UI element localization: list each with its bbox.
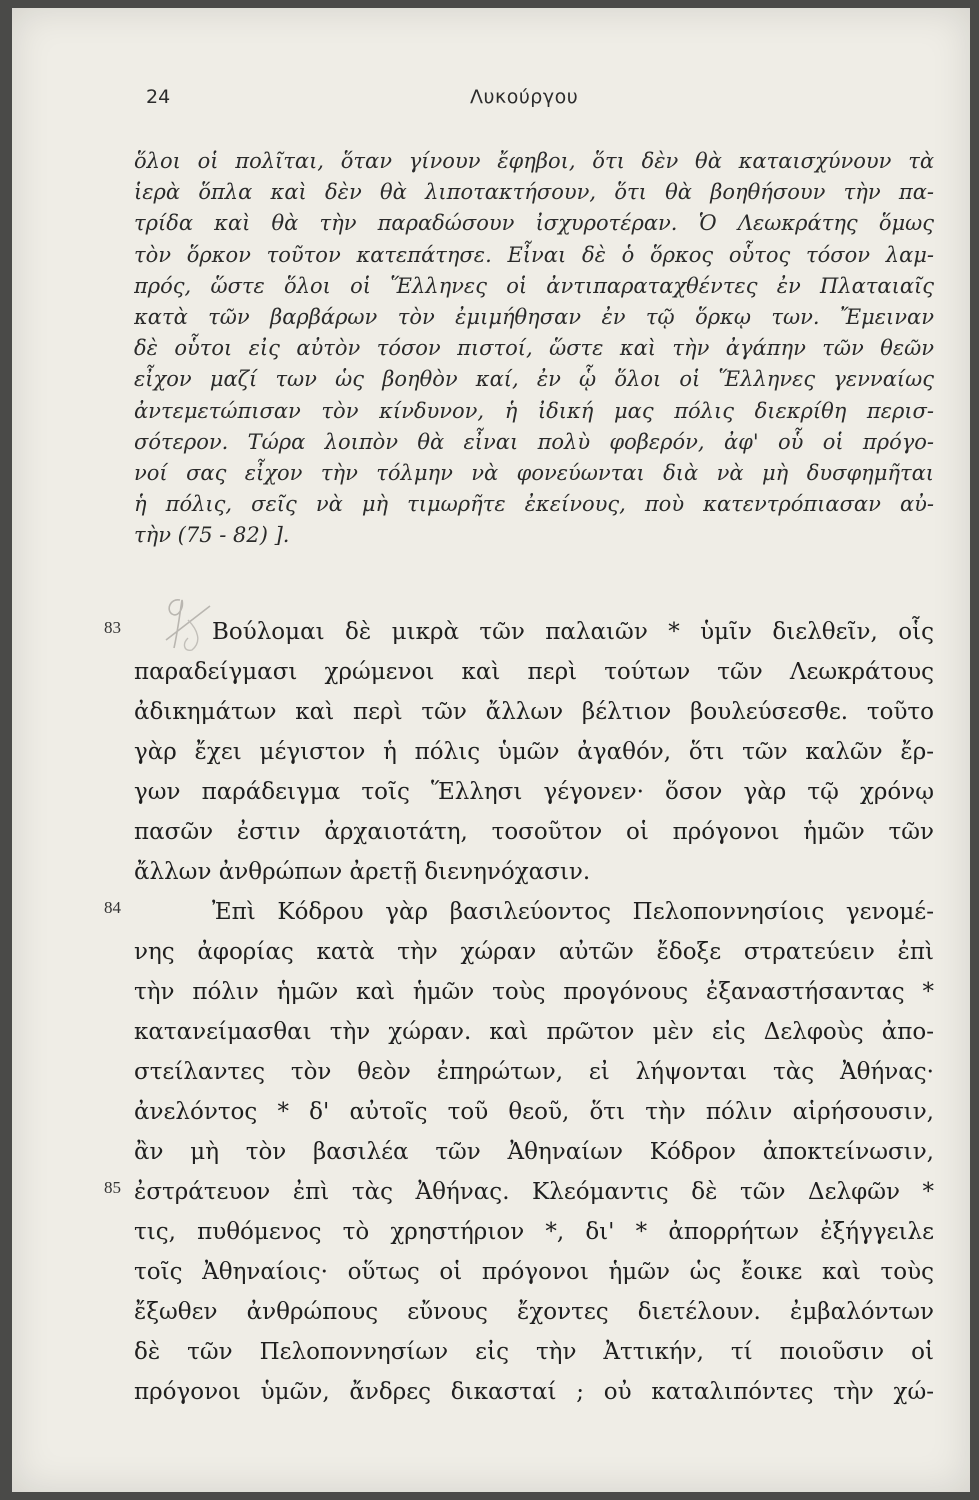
translation-line: τρίδα καὶ θὰ τὴν παραδώσουν ἰσχυροτέραν. Ὁ Λεωκράτης ὅμως (134, 211, 934, 236)
greek-line: ἔξωθεν ἀνθρώπους εὔνους ἔχοντες διετέλουν. ἐμβαλόντων (134, 1299, 934, 1325)
greek-line: γων παράδειγμα τοῖς Ἕλλησι γέγονεν· ὅσον γὰρ τῷ χρόνῳ (134, 779, 934, 805)
greek-line: τις, πυθόμενος τὸ χρηστήριον *, δι' * ἀπορρήτων ἐξήγγειλε (134, 1219, 934, 1245)
greek-line: δὲ τῶν Πελοποννησίων εἰς τὴν Ἀττικήν, τί ποιοῦσιν οἱ (134, 1339, 934, 1365)
greek-line: νης ἀφορίας κατὰ τὴν χώραν αὐτῶν ἔδοξε στρατεύειν ἐπὶ (134, 939, 934, 965)
translation-line: εἶχον μαζί των ὡς βοηθὸν καί, ἐν ᾧ ὅλοι οἱ Ἕλληνες γενναίως (134, 367, 934, 392)
section-number: 84 (104, 898, 121, 917)
translation-block (134, 146, 934, 551)
translation-line: τὴν (75 - 82) ]. (134, 523, 290, 548)
greek-line: ἀδικημάτων καὶ περὶ τῶν ἄλλων βέλτιον βουλεύσεσθε. τοῦτο (134, 699, 934, 725)
running-title: Λυκούργου (470, 86, 579, 108)
section-number: 83 (104, 618, 121, 637)
greek-line: τὴν πόλιν ἡμῶν καὶ ἡμῶν τοὺς προγόνους ἐξαναστήσαντας * (134, 979, 934, 1005)
translation-line: σότερον. Τώρα λοιπὸν θὰ εἶναι πολὺ φοβερόν, ἀφ' οὗ οἱ πρόγο- (134, 429, 934, 454)
greek-line: ἀνελόντος * δ' αὐτοῖς τοῦ θεοῦ, ὅτι τὴν πόλιν αἱρήσουσιν, (134, 1099, 934, 1125)
greek-line: στείλαντες τὸν θεὸν ἐπηρώτων, εἰ λήψονται τὰς Ἀθήνας· (134, 1059, 934, 1085)
greek-text-block (134, 612, 934, 1412)
translation-line: ἱερὰ ὅπλα καὶ δὲν θὰ λιποτακτήσουν, ὅτι θὰ βοηθήσουν τὴν πα- (134, 180, 934, 205)
greek-line: Ἐπὶ Κόδρου γὰρ βασιλεύοντος Πελοποννησίοις γενομέ- (212, 899, 934, 925)
translation-line: ἡ πόλις, σεῖς νὰ μὴ τιμωρῆτε ἐκείνους, ποὺ κατεντρόπιασαν αὐ- (134, 492, 934, 517)
greek-line: ἂν μὴ τὸν βασιλέα τῶν Ἀθηναίων Κόδρον ἀποκτείνωσιν, (134, 1139, 934, 1165)
section-number: 85 (104, 1178, 121, 1197)
greek-line: πασῶν ἐστιν ἀρχαιοτάτη, τοσοῦτον οἱ πρόγονοι ἡμῶν τῶν (134, 819, 934, 845)
greek-line: παραδείγμασι χρώμενοι καὶ περὶ τούτων τῶν Λεωκράτους (134, 659, 934, 685)
translation-line: νοί σας εἶχον τὴν τόλμην νὰ φονεύωνται διὰ νὰ μὴ δυσφημῆται (134, 460, 934, 485)
greek-line: γὰρ ἔχει μέγιστον ἡ πόλις ὑμῶν ἀγαθόν, ὅτι τῶν καλῶν ἔρ- (134, 739, 934, 765)
greek-line: πρόγονοι ὑμῶν, ἄνδρες δικασταί ; οὐ καταλιπόντες τὴν χώ- (134, 1379, 934, 1405)
translation-line: τὸν ὅρκον τοῦτον κατεπάτησε. Εἶναι δὲ ὁ ὅρκος οὗτος τόσον λαμ- (134, 242, 934, 267)
translation-line: δὲ οὗτοι εἰς αὐτὸν τόσον πιστοί, ὥστε καὶ τὴν ἀγάπην τῶν θεῶν (134, 336, 934, 361)
translation-line: πρός, ὥστε ὅλοι οἱ Ἕλληνες οἱ ἀντιπαραταχθέντες ἐν Πλαταιαῖς (134, 273, 934, 298)
translation-line: κατὰ τῶν βαρβάρων τὸν ἐμιμήθησαν ἐν τῷ ὅρκῳ των. Ἔμειναν (134, 304, 934, 329)
greek-line: τοῖς Ἀθηναίοις· οὕτως οἱ πρόγονοι ἡμῶν ὡς ἔοικε καὶ τοὺς (134, 1259, 934, 1285)
translation-line: ἀντεμετώπισαν τὸν κίνδυνον, ἡ ἰδική μας πόλις διεκρίθη περισ- (134, 398, 934, 423)
greek-line: κατανείμασθαι τὴν χώραν. καὶ πρῶτον μὲν εἰς Δελφοὺς ἀπο- (134, 1019, 934, 1045)
greek-line: ἄλλων ἀνθρώπων ἀρετῇ διενηνόχασιν. (134, 859, 591, 885)
page-number: 24 (146, 86, 171, 108)
greek-line: ἐστράτευον ἐπὶ τὰς Ἀθήνας. Κλεόμαντις δὲ τῶν Δελφῶν * (134, 1179, 934, 1205)
greek-line: Βούλομαι δὲ μικρὰ τῶν παλαιῶν * ὑμῖν διελθεῖν, οἷς (212, 619, 934, 645)
page-header (134, 86, 934, 116)
translation-line: ὅλοι οἱ πολῖται, ὅταν γίνουν ἔφηβοι, ὅτι δὲν θὰ καταισχύνουν τὰ (134, 149, 934, 173)
